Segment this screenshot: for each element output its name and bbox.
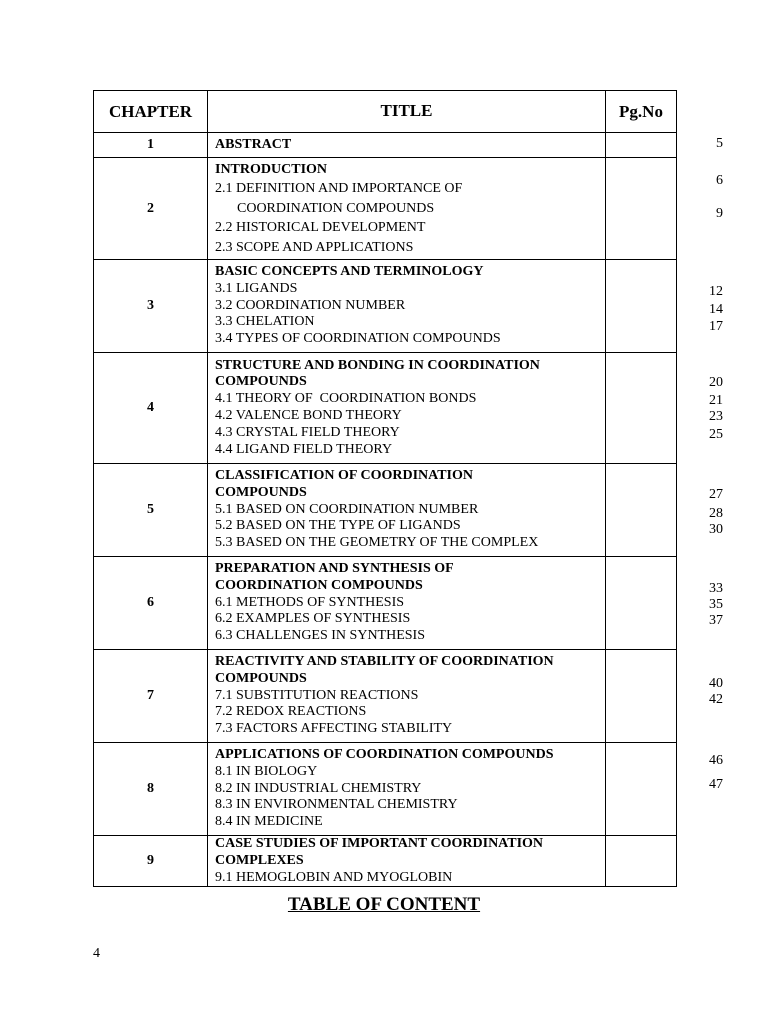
section-item: 4.3 CRYSTAL FIELD THEORY: [215, 424, 400, 440]
toc-table: [93, 90, 677, 887]
chapter-title-cell: [208, 464, 606, 557]
page-number-entry: 23: [709, 409, 723, 424]
section-item: 7.1 SUBSTITUTION REACTIONS: [215, 687, 419, 703]
page-cell: [606, 260, 677, 353]
section-item: 7.2 REDOX REACTIONS: [215, 704, 367, 720]
page-cell: [606, 158, 677, 260]
chapter-title-cell: [208, 158, 606, 260]
table-row: [94, 260, 677, 353]
page-number-entry: 5: [716, 136, 723, 151]
page-number-entry: 12: [709, 284, 723, 299]
page-footer-number: 4: [93, 946, 100, 961]
chapter-title-cell: [208, 836, 606, 887]
page-number-entry: 35: [709, 597, 723, 612]
chapter-heading: COMPOUNDS: [215, 670, 307, 686]
chapter-heading: COORDINATION COMPOUNDS: [215, 577, 423, 593]
chapter-heading: STRUCTURE AND BONDING IN COORDINATION: [215, 357, 540, 373]
chapter-title-cell: [208, 650, 606, 743]
page-number-entry: 6: [716, 173, 723, 188]
page-number-entry: 30: [709, 522, 723, 537]
section-item: 5.3 BASED ON THE GEOMETRY OF THE COMPLEX: [215, 535, 539, 551]
page-number-entry: 21: [709, 393, 723, 408]
page-number-entry: 46: [709, 753, 723, 768]
page-number-entry: 40: [709, 676, 723, 691]
page-cell: [606, 464, 677, 557]
chapter-title-cell: [208, 353, 606, 464]
section-item: 5.2 BASED ON THE TYPE OF LIGANDS: [215, 518, 461, 534]
chapter-number: 1: [94, 133, 208, 158]
section-item: 8.1 IN BIOLOGY: [215, 763, 318, 779]
chapter-heading: REACTIVITY AND STABILITY OF COORDINATION: [215, 654, 554, 669]
table-row: [94, 353, 677, 464]
page-number-entry: 25: [709, 427, 723, 442]
page-number-entry: 28: [709, 506, 723, 521]
section-item: 8.4 IN MEDICINE: [215, 814, 323, 830]
section-item: 6.1 METHODS OF SYNTHESIS: [215, 594, 405, 610]
chapter-number: 4: [94, 353, 208, 464]
chapter-heading: ABSTRACT: [215, 136, 292, 152]
section-item: 6.2 EXAMPLES OF SYNTHESIS: [215, 611, 411, 627]
chapter-number: 8: [94, 743, 208, 836]
section-item: 9.1 HEMOGLOBIN AND MYOGLOBIN: [215, 869, 453, 885]
chapter-heading: COMPLEXES: [215, 852, 304, 868]
chapter-heading: CASE STUDIES OF IMPORTANT COORDINATION: [215, 836, 544, 851]
header-row: [94, 91, 677, 133]
table-row: [94, 158, 677, 260]
page-number-entry: 47: [709, 777, 723, 792]
page-number-entry: 14: [709, 302, 723, 317]
section-item: 4.1 THEORY OF COORDINATION BONDS: [215, 391, 477, 407]
page-cell: [606, 133, 677, 158]
page-cell: [606, 836, 677, 887]
chapter-heading: COMPOUNDS: [215, 484, 307, 500]
chapter-number: 3: [94, 260, 208, 353]
section-item: 5.1 BASED ON COORDINATION NUMBER: [215, 501, 479, 517]
chapter-number: 6: [94, 557, 208, 650]
page-number-entry: 42: [709, 692, 723, 707]
page-number-entry: 17: [709, 319, 723, 334]
table-row: [94, 133, 677, 158]
section-item: 4.2 VALENCE BOND THEORY: [215, 408, 402, 423]
chapter-title-cell: [208, 557, 606, 650]
section-item: 3.2 COORDINATION NUMBER: [215, 297, 406, 313]
section-item: 2.2 HISTORICAL DEVELOPMENT: [215, 220, 426, 236]
chapter-number: 2: [94, 158, 208, 260]
header-chapter: CHAPTER: [94, 91, 208, 133]
page-number-entry: 37: [709, 613, 723, 628]
chapter-heading: COMPOUNDS: [215, 374, 307, 390]
table-row: [94, 836, 677, 887]
section-item: 7.3 FACTORS AFFECTING STABILITY: [215, 721, 453, 737]
header-title: TITLE: [208, 91, 606, 133]
document-title: TABLE OF CONTENT: [287, 894, 481, 915]
chapter-heading: CLASSIFICATION OF COORDINATION: [215, 468, 473, 483]
section-item: 3.3 CHELATION: [215, 314, 315, 330]
section-item: 4.4 LIGAND FIELD THEORY: [215, 441, 393, 457]
header-page-number: Pg.No: [606, 91, 677, 133]
section-item: 2.3 SCOPE AND APPLICATIONS: [215, 239, 414, 255]
chapter-heading: INTRODUCTION: [215, 161, 328, 177]
chapter-heading: BASIC CONCEPTS AND TERMINOLOGY: [215, 264, 484, 279]
table-row: [94, 557, 677, 650]
page-number-entry: 27: [709, 487, 723, 502]
chapter-title-cell: [208, 743, 606, 836]
chapter-number: 5: [94, 464, 208, 557]
section-item: 2.1 DEFINITION AND IMPORTANCE OF: [215, 181, 463, 197]
page-cell: [606, 353, 677, 464]
table-row: [94, 743, 677, 836]
chapter-number: 9: [94, 836, 208, 887]
chapter-number: 7: [94, 650, 208, 743]
page-cell: [606, 557, 677, 650]
section-item: 3.4 TYPES OF COORDINATION COMPOUNDS: [215, 331, 501, 347]
page-cell: [606, 743, 677, 836]
section-item: 6.3 CHALLENGES IN SYNTHESIS: [215, 628, 425, 644]
page-cell: [606, 650, 677, 743]
section-item: 3.1 LIGANDS: [215, 280, 298, 296]
section-item: 8.3 IN ENVIRONMENTAL CHEMISTRY: [215, 797, 458, 813]
chapter-heading: PREPARATION AND SYNTHESIS OF: [215, 561, 454, 576]
table-row: [94, 464, 677, 557]
page-number-entry: 9: [716, 206, 723, 221]
table-row: [94, 650, 677, 743]
chapter-heading: APPLICATIONS OF COORDINATION COMPOUNDS: [215, 747, 554, 762]
chapter-title-cell: [208, 260, 606, 353]
chapter-title-cell: [208, 133, 606, 158]
section-item: 8.2 IN INDUSTRIAL CHEMISTRY: [215, 780, 422, 796]
page-number-entry: 33: [709, 581, 723, 596]
page-number-entry: 20: [709, 375, 723, 390]
section-item: COORDINATION COMPOUNDS: [237, 200, 435, 216]
